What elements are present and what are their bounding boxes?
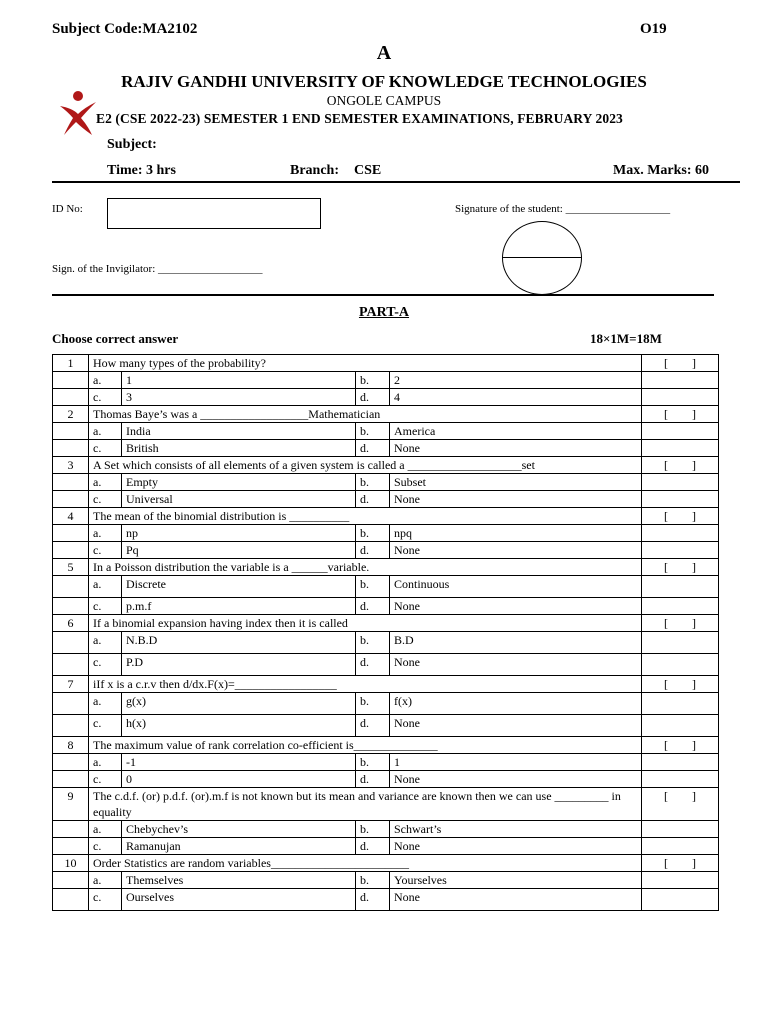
- option-text[interactable]: Ramanujan: [122, 838, 356, 855]
- option-row: [53, 838, 719, 855]
- university-name: RAJIV GANDHI UNIVERSITY OF KNOWLEDGE TECHNOLOGIES: [121, 72, 647, 91]
- answer-bracket[interactable]: [ ]: [642, 676, 719, 693]
- option-letter: c.: [89, 440, 122, 457]
- option-text[interactable]: Yourselves: [390, 872, 642, 889]
- question-row: [53, 676, 719, 693]
- question-number: 3: [53, 457, 89, 474]
- question-text: iIf x is a c.r.v then d/dx.F(x)=_________________: [89, 676, 642, 693]
- option-letter: c.: [89, 389, 122, 406]
- option-text[interactable]: None: [390, 771, 642, 788]
- option-letter: b.: [356, 632, 390, 654]
- option-row: [53, 491, 719, 508]
- option-text[interactable]: B.D: [390, 632, 642, 654]
- option-text[interactable]: None: [390, 889, 642, 911]
- branch-label: Branch:: [290, 163, 339, 178]
- question-number: 9: [53, 788, 89, 821]
- option-text[interactable]: None: [390, 715, 642, 737]
- option-text[interactable]: P.D: [122, 654, 356, 676]
- answer-bracket[interactable]: [ ]: [642, 457, 719, 474]
- option-letter: d.: [356, 440, 390, 457]
- option-text[interactable]: None: [390, 654, 642, 676]
- option-row: [53, 576, 719, 598]
- campus-name: ONGOLE CAMPUS: [326, 93, 442, 108]
- option-letter: c.: [89, 889, 122, 911]
- option-row: [53, 474, 719, 491]
- option-letter: d.: [356, 838, 390, 855]
- answer-bracket[interactable]: [ ]: [642, 855, 719, 872]
- option-text[interactable]: None: [390, 598, 642, 615]
- subject-label: Subject:: [107, 137, 157, 152]
- option-text[interactable]: 2: [390, 372, 642, 389]
- option-row: [53, 771, 719, 788]
- seal-circle: [502, 221, 582, 295]
- option-text[interactable]: p.m.f: [122, 598, 356, 615]
- subject-code: Subject Code:MA2102: [52, 21, 198, 37]
- option-text[interactable]: Subset: [390, 474, 642, 491]
- header-rule: [52, 181, 740, 183]
- question-number: 10: [53, 855, 89, 872]
- option-letter: b.: [356, 754, 390, 771]
- option-text[interactable]: Schwart’s: [390, 821, 642, 838]
- option-letter: b.: [356, 423, 390, 440]
- option-text[interactable]: None: [390, 440, 642, 457]
- question-number: 1: [53, 355, 89, 372]
- option-letter: b.: [356, 872, 390, 889]
- question-text: The maximum value of rank correlation co-efficient is______________: [89, 737, 642, 754]
- option-text[interactable]: Chebychev’s: [122, 821, 356, 838]
- option-text[interactable]: np: [122, 525, 356, 542]
- id-input-box[interactable]: [107, 198, 321, 229]
- exam-title: E2 (CSE 2022-23) SEMESTER 1 END SEMESTER EXAMINATIONS, FEBRUARY 2023: [96, 111, 623, 126]
- option-letter: d.: [356, 491, 390, 508]
- option-letter: d.: [356, 598, 390, 615]
- option-letter: a.: [89, 423, 122, 440]
- answer-bracket[interactable]: [ ]: [642, 508, 719, 525]
- option-letter: c.: [89, 771, 122, 788]
- option-text[interactable]: Ourselves: [122, 889, 356, 911]
- question-number: 8: [53, 737, 89, 754]
- question-text: If a binomial expansion having index then it is called: [89, 615, 642, 632]
- option-text[interactable]: f(x): [390, 693, 642, 715]
- option-row: [53, 654, 719, 676]
- option-letter: a.: [89, 576, 122, 598]
- option-row: [53, 693, 719, 715]
- question-text: Thomas Baye’s was a __________________Mathematician: [89, 406, 642, 423]
- time-label: Time: 3 hrs: [107, 163, 176, 178]
- option-letter: a.: [89, 632, 122, 654]
- option-text[interactable]: Discrete: [122, 576, 356, 598]
- option-letter: a.: [89, 872, 122, 889]
- question-row: [53, 788, 719, 821]
- option-text[interactable]: 4: [390, 389, 642, 406]
- id-label: ID No:: [52, 203, 83, 215]
- questions-table: [52, 354, 719, 911]
- option-text[interactable]: g(x): [122, 693, 356, 715]
- option-text[interactable]: India: [122, 423, 356, 440]
- student-signature: Signature of the student: ___________________: [455, 203, 671, 215]
- option-row: [53, 821, 719, 838]
- option-text[interactable]: N.B.D: [122, 632, 356, 654]
- answer-bracket[interactable]: [ ]: [642, 788, 719, 821]
- option-row: [53, 389, 719, 406]
- option-row: [53, 440, 719, 457]
- option-text[interactable]: -1: [122, 754, 356, 771]
- question-text: Order Statistics are random variables_______________________: [89, 855, 642, 872]
- answer-bracket[interactable]: [ ]: [642, 355, 719, 372]
- question-text: The mean of the binomial distribution is __________: [89, 508, 642, 525]
- option-letter: c.: [89, 598, 122, 615]
- option-text[interactable]: 1: [390, 754, 642, 771]
- option-letter: d.: [356, 654, 390, 676]
- question-text: The c.d.f. (or) p.d.f. (or).m.f is not known but its mean and variance are known then we can use _________ in equality: [89, 788, 642, 821]
- option-letter: b.: [356, 474, 390, 491]
- option-text[interactable]: h(x): [122, 715, 356, 737]
- option-text[interactable]: None: [390, 491, 642, 508]
- answer-bracket[interactable]: [ ]: [642, 737, 719, 754]
- option-row: [53, 525, 719, 542]
- option-letter: a.: [89, 754, 122, 771]
- option-text[interactable]: Pq: [122, 542, 356, 559]
- question-row: [53, 737, 719, 754]
- option-letter: c.: [89, 654, 122, 676]
- option-row: [53, 715, 719, 737]
- option-text[interactable]: npq: [390, 525, 642, 542]
- option-row: [53, 632, 719, 654]
- question-row: [53, 559, 719, 576]
- question-text: A Set which consists of all elements of a given system is called a ___________________set: [89, 457, 642, 474]
- answer-bracket[interactable]: [ ]: [642, 615, 719, 632]
- instruction: Choose correct answer: [52, 331, 179, 346]
- option-letter: a.: [89, 693, 122, 715]
- option-letter: a.: [89, 372, 122, 389]
- option-text[interactable]: Universal: [122, 491, 356, 508]
- question-row: [53, 457, 719, 474]
- option-letter: b.: [356, 372, 390, 389]
- question-row: [53, 855, 719, 872]
- option-text[interactable]: America: [390, 423, 642, 440]
- part-marks: 18×1M=18M: [590, 331, 662, 346]
- info-rule: [52, 294, 714, 296]
- question-row: [53, 355, 719, 372]
- option-row: [53, 598, 719, 615]
- option-letter: c.: [89, 715, 122, 737]
- option-text[interactable]: Continuous: [390, 576, 642, 598]
- option-text[interactable]: British: [122, 440, 356, 457]
- option-letter: a.: [89, 525, 122, 542]
- option-letter: b.: [356, 821, 390, 838]
- option-text[interactable]: 3: [122, 389, 356, 406]
- option-text[interactable]: 0: [122, 771, 356, 788]
- question-text: How many types of the probability?: [89, 355, 642, 372]
- question-row: [53, 508, 719, 525]
- option-letter: b.: [356, 525, 390, 542]
- option-text[interactable]: Themselves: [122, 872, 356, 889]
- option-row: [53, 889, 719, 911]
- branch-value: CSE: [354, 163, 382, 178]
- question-row: [53, 615, 719, 632]
- set-letter: A: [376, 42, 392, 64]
- option-letter: c.: [89, 838, 122, 855]
- option-row: [53, 872, 719, 889]
- question-number: 5: [53, 559, 89, 576]
- option-row: [53, 423, 719, 440]
- question-number: 2: [53, 406, 89, 423]
- question-text: In a Poisson distribution the variable is a ______variable.: [89, 559, 642, 576]
- option-letter: b.: [356, 576, 390, 598]
- option-row: [53, 372, 719, 389]
- option-letter: d.: [356, 389, 390, 406]
- option-row: [53, 542, 719, 559]
- part-title: PART-A: [358, 305, 410, 320]
- option-letter: c.: [89, 491, 122, 508]
- option-letter: b.: [356, 693, 390, 715]
- option-text[interactable]: Empty: [122, 474, 356, 491]
- option-text[interactable]: None: [390, 838, 642, 855]
- answer-bracket[interactable]: [ ]: [642, 406, 719, 423]
- option-letter: a.: [89, 821, 122, 838]
- option-text[interactable]: None: [390, 542, 642, 559]
- option-letter: d.: [356, 542, 390, 559]
- max-marks: Max. Marks: 60: [613, 163, 710, 178]
- option-letter: a.: [89, 474, 122, 491]
- question-number: 6: [53, 615, 89, 632]
- option-row: [53, 754, 719, 771]
- option-letter: d.: [356, 889, 390, 911]
- question-row: [53, 406, 719, 423]
- invigilator-signature: Sign. of the Invigilator: ___________________: [52, 263, 263, 275]
- option-text[interactable]: 1: [122, 372, 356, 389]
- option-letter: d.: [356, 771, 390, 788]
- answer-bracket[interactable]: [ ]: [642, 559, 719, 576]
- option-letter: c.: [89, 542, 122, 559]
- paper-code: O19: [640, 21, 667, 37]
- option-letter: d.: [356, 715, 390, 737]
- question-number: 4: [53, 508, 89, 525]
- question-number: 7: [53, 676, 89, 693]
